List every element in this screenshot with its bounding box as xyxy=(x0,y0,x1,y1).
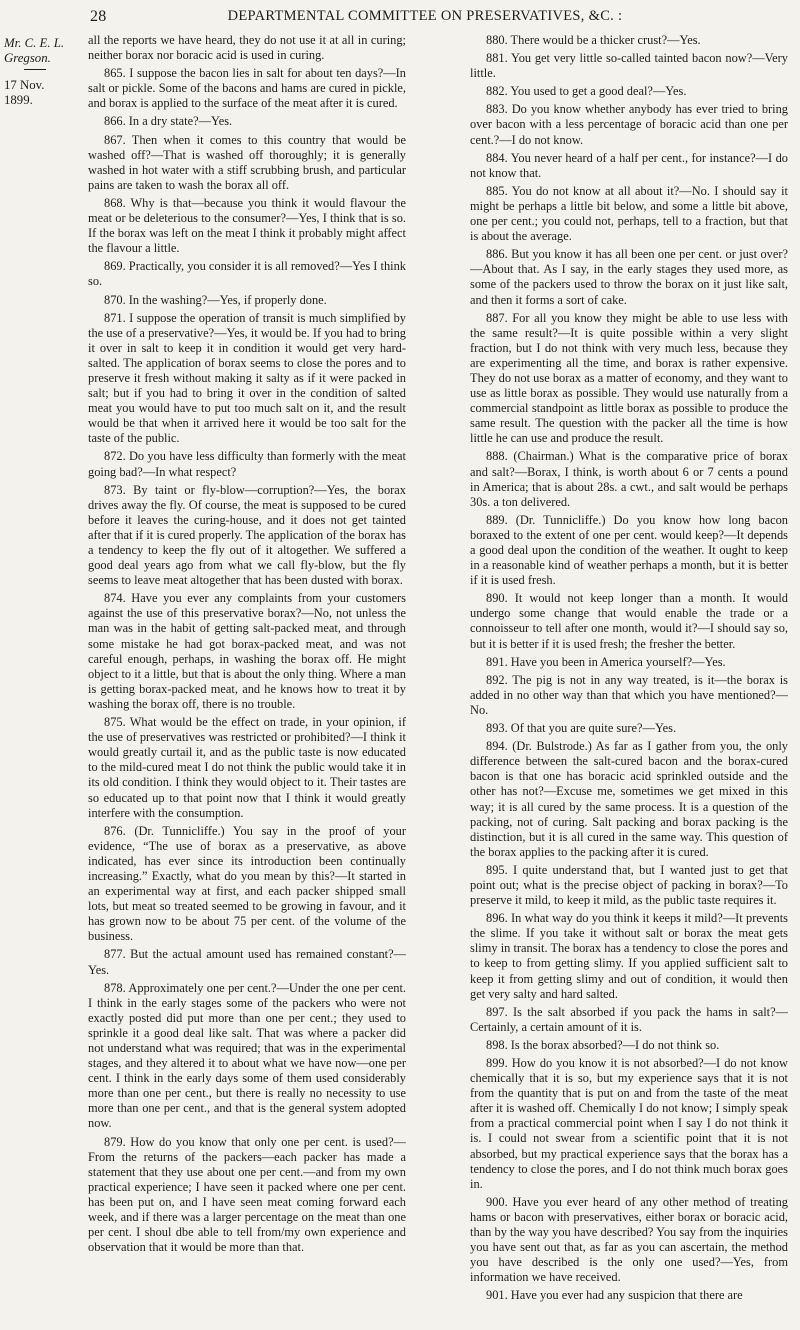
testimony-paragraph: 887. For all you know they might be able to use less with the same result?—It is quite possible within a very slight fraction, but I do not think with very much less, because they are experimenting all the time, and borax is rather expensive. They do not use borax as a matter of economy, and they want to use as little borax as possible. They would use naturally from a commercial standpoint as little borax as possible to produce the same result. The question with the packer all the time is how little he can use and produce the result. xyxy=(470,310,788,446)
testimony-paragraph: 898. Is the borax absorbed?—I do not think so. xyxy=(486,1037,720,1052)
testimony-paragraph: 871. I suppose the operation of transit is much simplified by the use of a preservative?—Yes, it would be. If you had to bring it over in salt to keep it in condition it would get very hard-salted. The application of borax seems to close the pores and to preserve it fresh without making it salty as if it were packed in salt; but if you had to bring it over in the condition of salted meat you would have to put too much salt on it, and the result would be that when it arrived here it would be too salt for the taste of the public. xyxy=(88,310,406,446)
testimony-paragraph: 869. Practically, you consider it is all removed?—Yes I think so. xyxy=(88,259,406,289)
testimony-paragraph: 890. It would not keep longer than a month. It would undergo some change that would enable the trade or a connoisseur to tell after one month, would it?—I should say so, but it is better if it is used fresh; the fresher the better. xyxy=(470,591,788,651)
testimony-paragraph: 873. By taint or fly-blow—corruption?—Yes, the borax drives away the fly. Of course, the meat is supposed to be cured before it leaves the curing-house, and it does not get tainted after that if it is cured properly. The application of the borax has a tendency to keep the fly out of it altogether. We suffered a good deal years ago from what we call fly-blow, but the fly seems to leave meat altogether that has been dusted with borax. xyxy=(88,482,406,588)
testimony-paragraph: 897. Is the salt absorbed if you pack the hams in salt?—Certainly, a certain amount of it is. xyxy=(470,1004,788,1034)
testimony-paragraph: 875. What would be the effect on trade, in your opinion, if the use of preservatives was restricted or prohibited?—I think it would greatly curtail it, and as the public taste is now educated to the mild-cured meat I do not think the public would take it in its old condition. I think they would object to it. Their tastes are so educated up to that point now that I think it would greatly interfere with the consumption. xyxy=(88,715,406,820)
testimony-paragraph: 901. Have you ever had any suspicion that there are xyxy=(486,1288,743,1303)
testimony-paragraph: 872. Do you have less difficulty than formerly with the meat going bad?—In what respect? xyxy=(88,449,406,479)
testimony-paragraph: 899. How do you know it is not absorbed?—I do not know chemically that it is so, but my experience says that it is not from the quantity that is put on and from the taste of the meat after it is washed off. Chemically I do not know; I simply speak from a practical commercial point when I say I do not think it is. I could not swear from a scientific point that it is not absorbed, but my practical experience says that the borax has a tendency to close the pores, and I do not think much borax goes in. xyxy=(470,1056,788,1191)
testimony-paragraph: 886. But you know it has all been one per cent. or just over?—About that. As I say, in the early stages they used more, as some of the packers used to throw the borax on it just like salt, and then it forms a sort of cake. xyxy=(470,247,788,307)
testimony-paragraph: 880. There would be a thicker crust?—Yes. xyxy=(486,33,701,47)
testimony-paragraph: 900. Have you ever heard of any other method of treating hams or bacon with preservatives, either borax or boracic acid, than by the way you have described? You say from the inquiries you have sent out that, as far as you can ascertain, the method you have described is the only one used?—Yes, from information we have received. xyxy=(470,1194,788,1285)
testimony-paragraph: 888. (Chairman.) What is the comparative price of borax and salt?—Borax, I think, is worth about 6 or 7 cents a pound in America; that is about 28s. a cwt., and salt would be perhaps 30s. a ton delivered. xyxy=(470,449,788,509)
testimony-paragraph: 893. Of that you are quite sure?—Yes. xyxy=(486,721,677,736)
page-header xyxy=(60,6,790,30)
testimony-paragraph: 891. Have you been in America yourself?—Yes. xyxy=(486,654,726,669)
testimony-paragraph: 894. (Dr. Bulstrode.) As far as I gather from you, the only difference between the salt-cured bacon and the borax-cured bacon is that one has boracic acid sprinkled outside and the other has not?—Excuse me, sometimes we get mixed in this way; it is all cured by the same process. It is a question of the packing, not of curing. Salt packing and borax packing is the distinction, but it is all cured in the same way. This question of the borax applies to the packing after it is cured. xyxy=(470,739,788,859)
hearing-date: 17 Nov. 1899. xyxy=(4,77,45,108)
testimony-paragraph: 866. In a dry state?—Yes. xyxy=(104,114,233,129)
margin-notes xyxy=(4,36,68,108)
testimony-paragraph: 877. But the actual amount used has remained constant?—Yes. xyxy=(88,947,406,977)
testimony-paragraph: 882. You used to get a good deal?—Yes. xyxy=(486,84,687,99)
testimony-paragraph: 874. Have you ever any complaints from your customers against the use of this preservative borax?—No, not unless the man was in the habit of getting salt-packed meat, and through some mistake he had got borax-packed meat, and was not careful enough, perhaps, in washing the borax off. He might object to it a little, but that is about the only thing. Where a man is getting borax-packed meat, and he knows how to treat it by washing the borax off, there is no trouble. xyxy=(88,591,406,711)
testimony-paragraph: 870. In the washing?—Yes, if properly done. xyxy=(104,292,327,307)
testimony-paragraph: 879. How do you know that only one per cent. is used?—From the returns of the packers—each packer has made a statement that they use about one per cent.—and from my own practical experience; I have seen it packed where one per cent. has been put on, and I have seen meat coming forward each week, and if there was a larger percentage on the meat than one per cent. I shoul dbe able to tell from/my own experience and observation that it would be more than that. xyxy=(88,1134,406,1255)
testimony-paragraph: 876. (Dr. Tunnicliffe.) You say in the proof of your evidence, “The use of borax as a preservative, as above indicated, has ever since its introduction been continually increasing.” Exactly, what do you mean by this?—It started in an experimental way at first, and each packer shipped small lots, but meat so treated seemed to be growing in favour, and it has grown now to be about 75 per cent. of the volume of the business. xyxy=(88,823,406,944)
margin-rule xyxy=(24,69,46,70)
testimony-paragraph: 881. You get very little so-called tainted bacon now?—Very little. xyxy=(470,51,788,81)
testimony-paragraph: 865. I suppose the bacon lies in salt for about ten days?—In salt or pickle. Some of the bacons and hams are cured in pickle, and borax is applied to the surface of the meat after it is cured. xyxy=(88,66,406,111)
testimony-paragraph: 868. Why is that—because you think it would flavour the meat or be deleterious to the consumer?—Yes, I think that is so. If the borax was left on the meat I think it probably might affect the flavour a little. xyxy=(88,195,406,256)
testimony-paragraph: 889. (Dr. Tunnicliffe.) Do you know how long bacon boraxed to the extent of one per cent. would keep?—It depends a good deal upon the condition of the weather. It ought to keep in a reasonable kind of weather perhaps a month, but it is better if it is used fresh. xyxy=(470,512,788,588)
testimony-paragraph: 885. You do not know at all about it?—No. I should say it might be perhaps a little bit below, and some a little bit above, one per cent.; you could not, perhaps, tell to a fraction, but that is about the average. xyxy=(470,183,788,244)
witness-name: Mr. C. E. L. Gregson. xyxy=(4,36,65,66)
testimony-paragraph: 895. I quite understand that, but I wanted just to get that point out; what is the precise object of packing in borax?—To preserve it mild, to keep it mild, as the public taste requires it. xyxy=(470,862,788,908)
right-column xyxy=(470,33,788,1323)
page-number: 28 xyxy=(90,8,107,25)
testimony-paragraph: 883. Do you know whether anybody has ever tried to bring over bacon with a less percentage of boracic acid than one per cent.?—I do not know. xyxy=(470,102,788,147)
testimony-paragraph: 896. In what way do you think it keeps it mild?—It prevents the slime. If you take it without salt or borax the meat gets slimy in transit. The borax has a tendency to close the pores and to keep to from getting slimy. If you applied sufficient salt to keep it from getting slimy and out of condition, it would then get very salty and hard salted. xyxy=(470,911,788,1001)
testimony-paragraph: all the reports we have heard, they do not use it at all in curing; neither borax nor boracic acid is used in curing. xyxy=(88,33,406,63)
testimony-paragraph: 884. You never heard of a half per cent., for instance?—I do not know that. xyxy=(470,150,788,180)
running-title: DEPARTMENTAL COMMITTEE ON PRESERVATIVES, &C. : xyxy=(227,8,623,24)
testimony-paragraph: 867. Then when it comes to this country that would be washed off?—That is washed off thoroughly; it is generally washed in hot water with a stiff scrubbing brush, and particular pains are taken to wash the borax all off. xyxy=(88,132,406,192)
testimony-paragraph: 892. The pig is not in any way treated, is it—the borax is added in no other way than that which you have mentioned?—No. xyxy=(470,672,788,717)
left-column xyxy=(88,33,406,1323)
testimony-paragraph: 878. Approximately one per cent.?—Under the one per cent. I think in the early stages some of the packers who were not exactly posted did put more than one per cent.; they used to sprinkle it a good deal like salt. That was where a packer did not understand what was required; that was in the experimental stages, and they altered it to about what we have now—one per cent. I think in the early days some of them used considerably more than one per cent., but there is really no necessity to use more than one per cent., and that is the general system adopted now. xyxy=(88,980,406,1131)
